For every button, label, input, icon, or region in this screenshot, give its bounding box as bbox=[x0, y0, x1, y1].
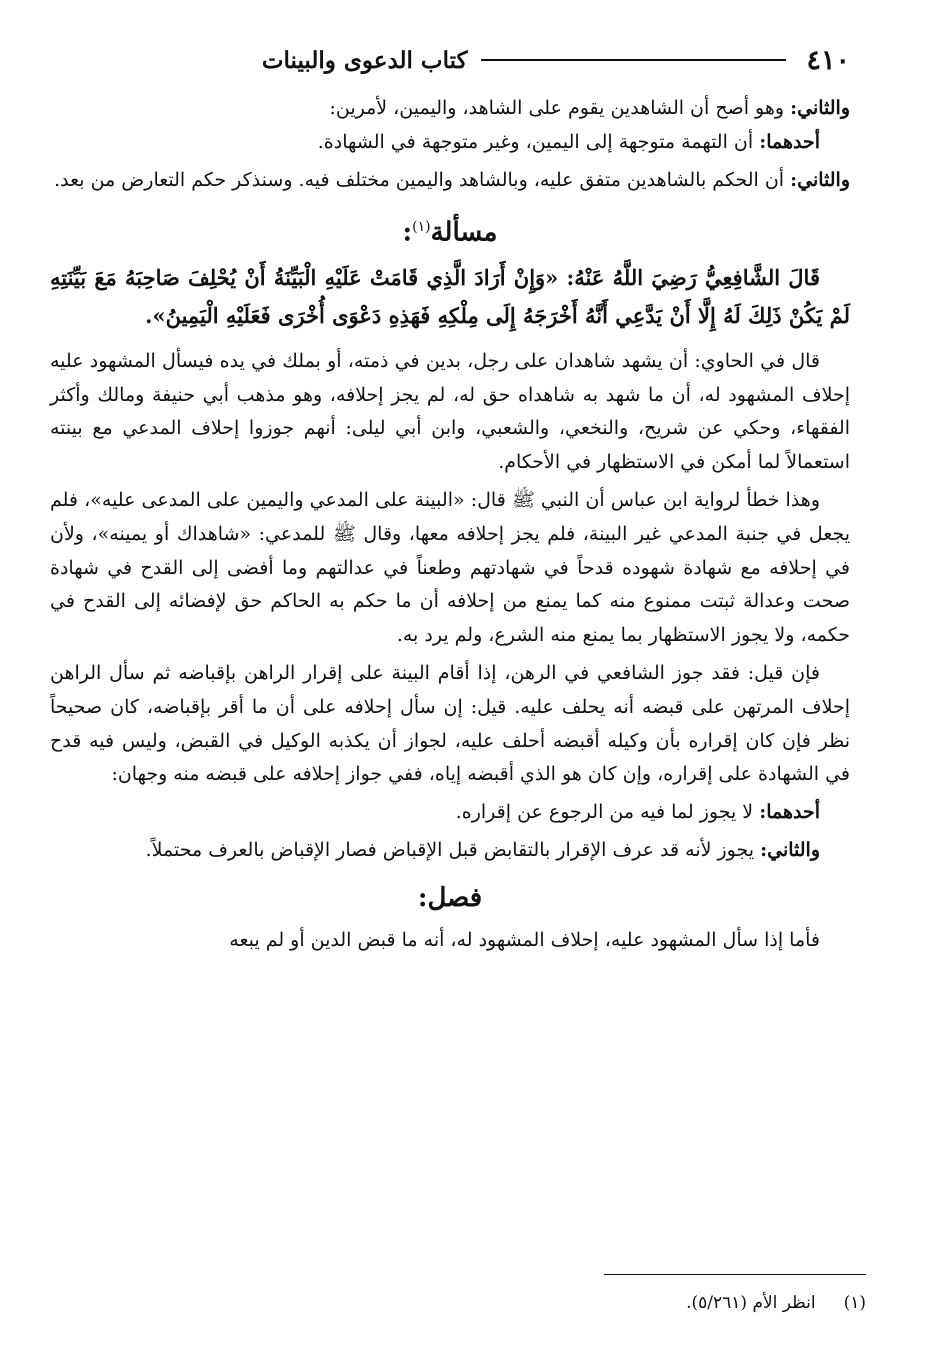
footnote-marker: (١) bbox=[843, 1293, 866, 1313]
paragraph bbox=[50, 796, 850, 830]
term-label: أحدهما: bbox=[759, 130, 820, 153]
term-label: والثاني: bbox=[760, 839, 820, 861]
paragraph bbox=[50, 834, 850, 868]
term-label: والثاني: bbox=[790, 168, 850, 191]
paragraph bbox=[50, 126, 850, 160]
quoted-text: قَالَ الشَّافِعِيُّ رَضِيَ اللَّهُ عَنْهُ: «وَإِنْ أَرَادَ الَّذِي قَامَتْ عَلَيْهِ الْبَيِّنَةُ أَنْ يُحْلِفَ صَاحِبَهُ مَعَ بَيِّنَتِهِ لَمْ يَكُنْ ذَلِكَ لَهُ إِلَّا أَنْ يَدَّعِي أَنَّهُ أَخْرَجَهُ إِلَى مِلْكِهِ فَهَذِهِ دَعْوَى أُخْرَى فَعَلَيْهِ الْيَمِينُ». bbox=[50, 264, 850, 328]
heading-colon: : bbox=[402, 218, 413, 249]
paragraph: وهذا خطأ لرواية ابن عباس أن النبي ﷺ قال: «البينة على المدعي واليمين على المدعى عليه»، فلم يجعل في جنبة المدعي غير البينة، فلم يجز إحلافه معها، وقال ﷺ للمدعي: «شاهداك أو يمينه»، ولأن في إحلافه مع شهادة شهوده قدحاً في شهادتهم وطعناً في عدالتهم وما أفضى إلى القدح في شهادة صحت وعدالة ثبتت ممنوع منه كما يمنع من إحلافه أن ما حكم به الحاكم حق لإفضائه إلى القدح في حكمه، ولا يجوز الاستظهار بما يمنع منه الشرع، ولم يرد به. bbox=[50, 489, 850, 647]
book-title: كتاب الدعوى والبينات bbox=[261, 46, 468, 74]
header-divider bbox=[481, 59, 786, 61]
paragraph-text: وهو أصح أن الشاهدين يقوم على الشاهد، واليمين، لأمرين: bbox=[329, 97, 791, 119]
section-heading: فصل: bbox=[417, 882, 483, 913]
term-label: أحدهما: bbox=[759, 801, 820, 824]
footnote-reference: (١) bbox=[412, 219, 431, 236]
footnote-text: انظر الأم (٥/٢٦١). bbox=[686, 1293, 816, 1313]
paragraph-text: أن الحكم بالشاهدين متفق عليه، وبالشاهد واليمين مختلف فيه. وسنذكر حكم التعارض من بعد. bbox=[54, 168, 791, 191]
section-heading bbox=[50, 211, 850, 250]
paragraph: قال في الحاوي: أن يشهد شاهدان على رجل، بدين في ذمته، أو بملك في يده فيسأل المشهود عليه إحلاف المشهود له، أن ما شهد به شاهداه حق له، لم يجز إحلافه، وهو مذهب أبي حنيفة ومالك وأكثر الفقهاء، وحكي عن شريح، والنخعي، والشعبي، وابن أبي ليلى: أنهم جوزوا إحلاف المدعي مع بينته استعمالاً لما أمكن في الاستظهار في الأحكام. bbox=[50, 349, 850, 474]
footnote-divider bbox=[604, 1274, 866, 1275]
paragraph bbox=[50, 164, 850, 198]
paragraph: فأما إذا سأل المشهود عليه، إحلاف المشهود له، أنه ما قبض الدين أو لم يبعه bbox=[229, 928, 820, 951]
page-body bbox=[50, 92, 850, 961]
term-label: والثاني: bbox=[790, 97, 850, 119]
page-number: ٤١٠ bbox=[806, 44, 850, 76]
heading-text: مسألة bbox=[430, 218, 498, 249]
footnote bbox=[50, 1290, 866, 1316]
paragraph-text: لا يجوز لما فيه من الرجوع عن إقراره. bbox=[455, 801, 760, 824]
paragraph-text: يجوز لأنه قد عرف الإقرار بالتقابض قبل الإقباض فصار الإقباض بالعرف محتملاً. bbox=[145, 839, 761, 861]
paragraph: فإن قيل: فقد جوز الشافعي في الرهن، إذا أقام البينة على إقرار الراهن بإقباضه ثم سأل الراهن إحلاف المرتهن على قبضه أنه يحلف عليه. قيل: إن سأل إحلافه على أن ما أقر بإقباضه، كان صحيحاً نظر فإن كان إقراره بأن وكيله أقبضه أحلف عليه، لجواز أن يكذبه الوكيل في القبض، وليس فيه قدح في الشهادة على إقراره، وإن كان هو الذي أقبضه إياه، ففي جواز إحلافه على قبضه منه وجهان: bbox=[50, 662, 850, 786]
paragraph bbox=[50, 92, 850, 126]
paragraph-text: أن التهمة متوجهة إلى اليمين، وغير متوجهة في الشهادة. bbox=[317, 130, 760, 153]
page-header bbox=[50, 40, 850, 80]
